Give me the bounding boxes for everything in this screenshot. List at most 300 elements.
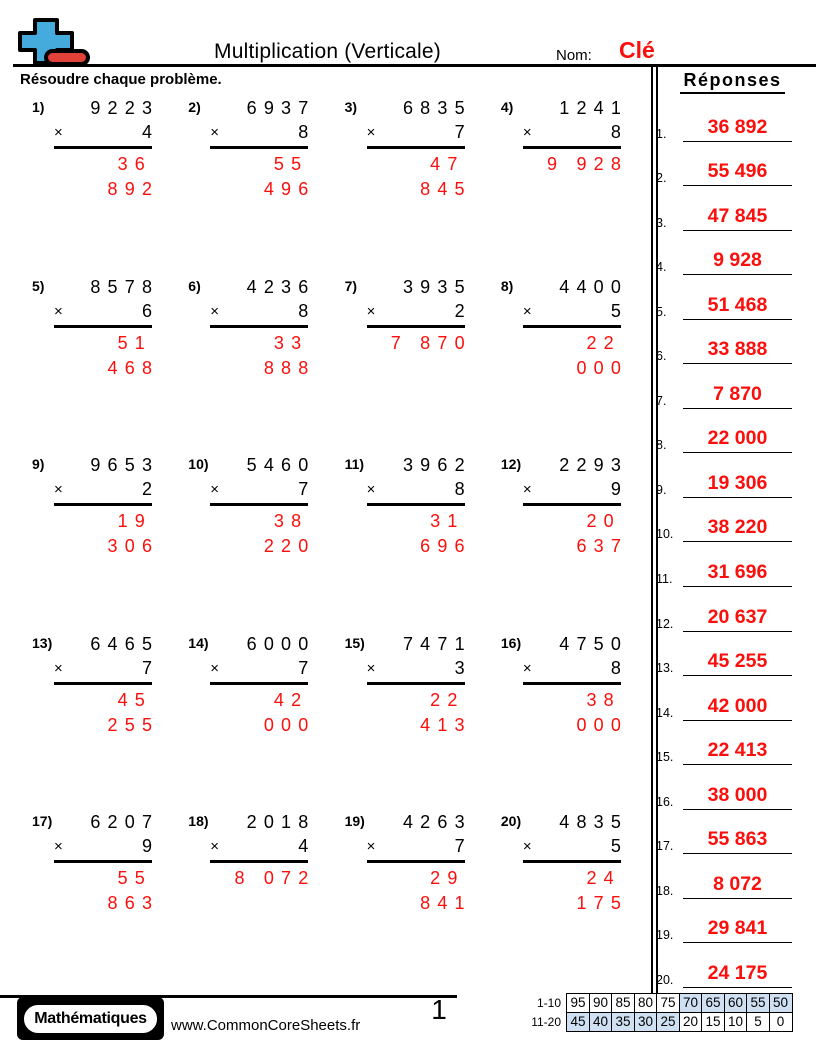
multiplicand-row — [54, 275, 160, 300]
score-cell: 85 — [611, 993, 635, 1013]
multiplier-row — [523, 835, 621, 863]
score-cell: 30 — [634, 1012, 658, 1032]
product-row — [210, 509, 316, 559]
problem-body — [522, 810, 629, 916]
page-number: 1 — [431, 994, 447, 1025]
product: 7 870 — [390, 332, 472, 353]
problem-body — [210, 632, 316, 738]
multiplicand-row — [210, 96, 316, 121]
multiplicand: 9223 — [90, 98, 160, 118]
product: 22 413 — [420, 689, 472, 735]
multiplier: 8 — [610, 657, 621, 678]
problem — [493, 810, 649, 989]
multiplier-row — [54, 835, 152, 863]
product: 8 072 — [234, 868, 316, 888]
multiply-operator-icon: × — [54, 124, 63, 141]
multiplier-row — [523, 657, 621, 685]
multiply-operator-icon: × — [210, 838, 220, 855]
multiply-operator-icon: × — [366, 481, 376, 498]
problem — [24, 453, 180, 632]
answer-item — [655, 859, 810, 904]
multiplier: 2 — [141, 479, 152, 499]
multiplicand-row — [523, 453, 629, 478]
multiply-operator-icon: × — [54, 481, 63, 498]
problem-number: 14) — [188, 634, 209, 651]
multiplier: 5 — [610, 300, 621, 321]
multiplier: 7 — [298, 657, 309, 678]
problem — [493, 96, 649, 275]
score-cells — [566, 993, 793, 1013]
problem — [180, 810, 336, 989]
multiplicand: 6465 — [90, 633, 160, 654]
multiplier-row — [367, 478, 465, 506]
product-row — [367, 331, 472, 356]
problem-number: 8) — [500, 277, 514, 294]
problem-number: 1) — [32, 99, 45, 115]
answer-value: 24 175 — [683, 962, 792, 988]
problem-number: 12) — [500, 456, 522, 472]
problem-body — [522, 453, 629, 559]
answer-value: 22 000 — [683, 427, 792, 453]
problem-body — [54, 810, 160, 916]
product: 19 306 — [107, 511, 160, 556]
answer-value: 29 841 — [683, 917, 792, 943]
multiplicand: 9653 — [90, 455, 160, 475]
product-row — [523, 331, 629, 381]
score-cell: 25 — [656, 1012, 680, 1032]
answer-value: 38 000 — [683, 784, 792, 810]
answer-value: 7 870 — [683, 383, 792, 409]
multiply-operator-icon: × — [210, 124, 220, 141]
multiplicand-row — [367, 810, 472, 835]
answer-item — [655, 770, 810, 815]
multiplicand-row — [523, 96, 629, 121]
problem-number: 2) — [188, 99, 201, 115]
answer-number: 15. — [656, 750, 674, 765]
product-row — [54, 509, 160, 559]
problem-body — [210, 810, 316, 891]
answer-value: 36 892 — [683, 116, 792, 142]
name-value: Clé — [619, 37, 655, 63]
product: 31 696 — [420, 511, 472, 556]
answer-number: 7. — [656, 393, 667, 408]
multiplicand: 2018 — [246, 812, 316, 832]
multiplier-row — [523, 121, 621, 149]
problem — [24, 96, 180, 275]
problem-number: 4) — [500, 99, 514, 115]
score-cell: 65 — [701, 993, 725, 1013]
score-cell: 15 — [701, 1012, 725, 1032]
score-cell: 40 — [589, 1012, 613, 1032]
problem-number: 5) — [32, 277, 45, 294]
answer-number: 3. — [656, 215, 667, 230]
multiply-operator-icon: × — [210, 659, 220, 677]
multiplier-row — [210, 835, 308, 863]
answer-item — [655, 147, 810, 192]
score-cells — [566, 1012, 793, 1032]
score-cell: 0 — [769, 1012, 793, 1032]
score-row — [528, 1012, 793, 1032]
multiply-operator-icon: × — [366, 838, 376, 855]
product: 47 845 — [420, 154, 472, 199]
answer-number: 9. — [656, 482, 667, 497]
answer-number: 13. — [656, 661, 674, 676]
score-cell: 75 — [656, 993, 680, 1013]
answer-number: 6. — [656, 349, 667, 364]
product: 22 000 — [576, 332, 629, 378]
multiply-operator-icon: × — [54, 302, 63, 320]
multiply-operator-icon: × — [210, 481, 220, 498]
problem — [24, 275, 180, 454]
answer-number: 10. — [656, 527, 674, 542]
problems-grid — [24, 96, 649, 989]
score-cell: 45 — [566, 1012, 590, 1032]
product: 24 175 — [576, 868, 629, 913]
answer-item — [655, 369, 810, 414]
problem-body — [54, 96, 160, 202]
multiplier: 3 — [454, 657, 465, 678]
product-row — [210, 688, 316, 738]
multiplicand: 6000 — [246, 633, 316, 654]
problem — [24, 810, 180, 989]
product-row — [367, 866, 472, 916]
answer-number: 5. — [656, 304, 667, 319]
multiplicand: 2293 — [559, 455, 629, 475]
answer-item — [655, 547, 810, 592]
multiply-operator-icon: × — [522, 659, 532, 677]
answers-list — [655, 102, 810, 993]
answer-value: 20 637 — [683, 606, 792, 632]
answer-value: 47 845 — [683, 205, 792, 231]
answer-number: 1. — [656, 126, 667, 141]
multiplicand-row — [523, 810, 629, 835]
problem-number: 15) — [344, 634, 365, 651]
multiply-operator-icon: × — [522, 481, 532, 498]
multiplicand-row — [210, 453, 316, 478]
product: 51 468 — [107, 332, 160, 378]
problem-number: 11) — [344, 456, 365, 472]
product: 38 000 — [576, 689, 629, 735]
problem-body — [522, 632, 629, 738]
multiplicand: 3962 — [402, 455, 472, 475]
problem-body — [522, 96, 629, 177]
problem-body — [210, 453, 316, 559]
product-row — [54, 866, 160, 916]
product-row — [210, 866, 316, 891]
answer-value: 9 928 — [683, 249, 792, 275]
multiply-operator-icon: × — [522, 124, 532, 141]
score-table — [528, 993, 793, 1032]
answer-value: 42 000 — [683, 695, 792, 721]
multiplicand-row — [523, 275, 629, 300]
multiplicand-row — [367, 632, 472, 657]
problem-body — [366, 453, 472, 559]
answer-value: 33 888 — [683, 338, 792, 364]
multiplier: 8 — [298, 300, 309, 321]
answer-number: 19. — [656, 928, 674, 943]
multiplicand: 5460 — [246, 455, 316, 475]
multiplicand-row — [210, 275, 316, 300]
problem — [493, 453, 649, 632]
problem — [337, 810, 493, 989]
product-row — [367, 509, 472, 559]
multiplier-row — [367, 121, 465, 149]
header-divider — [13, 64, 816, 67]
product: 55 496 — [263, 154, 316, 199]
product-row — [367, 152, 472, 202]
multiplier: 8 — [610, 122, 621, 142]
problem — [180, 275, 336, 454]
product: 45 255 — [107, 689, 160, 735]
product: 42 000 — [263, 689, 316, 735]
product-row — [54, 152, 160, 202]
multiply-operator-icon: × — [366, 659, 376, 677]
multiplicand-row — [367, 453, 472, 478]
problem — [337, 96, 493, 275]
product-row — [54, 331, 160, 381]
multiplier-row — [54, 300, 152, 328]
score-cell: 90 — [589, 993, 613, 1013]
multiplicand: 6937 — [246, 98, 316, 118]
multiplier: 8 — [454, 479, 465, 499]
multiplicand-row — [210, 810, 316, 835]
answer-number: 8. — [656, 438, 667, 453]
problem-body — [366, 96, 472, 202]
answer-item — [655, 815, 810, 860]
name-label: Nom: — [556, 47, 592, 64]
multiplier: 7 — [454, 836, 465, 856]
product-row — [523, 866, 629, 916]
answer-item — [655, 458, 810, 503]
problem — [337, 453, 493, 632]
brand-label: Mathématiques — [22, 1003, 159, 1035]
score-cell: 55 — [746, 993, 770, 1013]
multiplier: 7 — [141, 657, 152, 678]
product: 33 888 — [263, 332, 316, 378]
answer-item — [655, 592, 810, 637]
multiply-operator-icon: × — [210, 302, 220, 320]
answer-item — [655, 102, 810, 147]
score-cell: 20 — [679, 1012, 703, 1032]
problem-body — [522, 275, 629, 381]
multiplicand-row — [54, 96, 160, 121]
problem — [493, 632, 649, 811]
product: 20 637 — [576, 511, 629, 556]
problem-body — [366, 810, 472, 916]
problem-number: 19) — [344, 813, 365, 829]
answer-number: 2. — [656, 171, 667, 186]
problem-number: 10) — [188, 456, 209, 472]
problem — [180, 96, 336, 275]
product-row — [210, 331, 316, 381]
score-row — [528, 993, 793, 1013]
answer-item — [655, 414, 810, 459]
score-cell: 10 — [724, 1012, 748, 1032]
multiplier: 4 — [141, 122, 152, 142]
problem-number: 3) — [344, 99, 358, 115]
answer-item — [655, 191, 810, 236]
multiplier: 9 — [610, 479, 621, 499]
score-cell: 80 — [634, 993, 658, 1013]
multiplier-row — [367, 300, 465, 328]
answer-value: 45 255 — [683, 650, 792, 676]
answer-number: 4. — [656, 260, 667, 275]
answer-value: 55 496 — [683, 160, 792, 186]
problem — [493, 275, 649, 454]
score-cell: 5 — [746, 1012, 770, 1032]
multiply-operator-icon: × — [366, 302, 376, 320]
product: 29 841 — [420, 868, 472, 913]
answer-value: 51 468 — [683, 294, 792, 320]
answer-number: 14. — [656, 705, 674, 720]
multiplier-row — [523, 300, 621, 328]
multiplier: 9 — [141, 836, 152, 856]
multiplicand-row — [210, 632, 316, 657]
multiplicand: 6207 — [90, 812, 160, 832]
multiplicand-row — [54, 453, 160, 478]
multiplier-row — [367, 835, 465, 863]
answer-item — [655, 236, 810, 281]
score-cell: 70 — [679, 993, 703, 1013]
multiplier-row — [210, 657, 308, 685]
product-row — [54, 688, 160, 738]
multiplicand: 8578 — [90, 276, 160, 297]
answer-value: 55 863 — [683, 828, 792, 854]
problem-body — [366, 632, 472, 738]
multiplicand-row — [54, 632, 160, 657]
problem-number: 20) — [500, 813, 522, 829]
website-url: www.CommonCoreSheets.fr — [171, 1017, 361, 1034]
answer-number: 20. — [656, 972, 674, 987]
multiplier: 8 — [298, 122, 309, 142]
score-cell: 95 — [566, 993, 590, 1013]
answer-value: 31 696 — [683, 561, 792, 587]
multiplier: 7 — [454, 122, 465, 142]
problem — [180, 453, 336, 632]
multiplier: 7 — [298, 479, 309, 499]
answer-item — [655, 948, 810, 993]
multiplicand: 4835 — [559, 812, 629, 832]
product-row — [210, 152, 316, 202]
multiplicand: 7471 — [402, 633, 472, 654]
multiply-operator-icon: × — [54, 838, 63, 855]
answer-item — [655, 904, 810, 949]
product: 38 220 — [263, 511, 316, 556]
score-range-label: 1-10 — [536, 996, 561, 1010]
answer-value: 19 306 — [683, 472, 792, 498]
multiplicand: 4750 — [559, 633, 629, 654]
multiplicand: 1241 — [559, 98, 629, 118]
multiply-operator-icon: × — [522, 302, 532, 320]
score-cell: 60 — [724, 993, 748, 1013]
multiplicand: 4263 — [402, 812, 472, 832]
multiply-operator-icon: × — [522, 838, 532, 855]
product-row — [523, 688, 629, 738]
multiplicand: 4236 — [246, 276, 316, 297]
product-row — [367, 688, 472, 738]
multiplier: 5 — [610, 836, 621, 856]
multiplier: 4 — [298, 836, 309, 856]
product: 55 863 — [107, 868, 160, 913]
answer-item — [655, 280, 810, 325]
answer-number: 12. — [656, 616, 674, 631]
answer-item — [655, 681, 810, 726]
problem-number: 6) — [188, 277, 201, 294]
score-cell: 35 — [611, 1012, 635, 1032]
problem-body — [210, 96, 316, 202]
multiplicand-row — [367, 275, 472, 300]
problem-number: 16) — [500, 634, 522, 651]
problem — [337, 275, 493, 454]
product: 9 928 — [547, 154, 629, 174]
problem-number: 13) — [32, 634, 53, 651]
answer-value: 38 220 — [683, 516, 792, 542]
multiplier-row — [210, 121, 308, 149]
problem-body — [54, 275, 160, 381]
multiplicand-row — [367, 96, 472, 121]
problem — [24, 632, 180, 811]
answer-item — [655, 726, 810, 771]
multiplier: 6 — [141, 300, 152, 321]
multiplicand: 6835 — [402, 98, 472, 118]
product-row — [523, 509, 629, 559]
multiply-operator-icon: × — [54, 659, 63, 677]
answer-value: 22 413 — [683, 739, 792, 765]
answer-number: 18. — [656, 883, 674, 898]
answer-number: 11. — [656, 572, 673, 587]
problem — [337, 632, 493, 811]
problem — [180, 632, 336, 811]
multiplier: 2 — [454, 300, 465, 321]
multiplicand: 4400 — [559, 276, 629, 297]
multiplier-row — [523, 478, 621, 506]
problem-number: 18) — [188, 813, 209, 829]
page-title: Multiplication (Verticale) — [214, 40, 441, 63]
answers-panel — [655, 70, 810, 993]
problem-number: 17) — [32, 813, 53, 829]
problem-number: 7) — [344, 277, 358, 294]
problem-number: 9) — [32, 456, 45, 472]
product-row — [523, 152, 629, 177]
score-range-label: 11-20 — [531, 1014, 561, 1029]
multiply-operator-icon: × — [366, 124, 376, 141]
answer-number: 17. — [656, 839, 674, 854]
instruction-text: Résoudre chaque problème. — [20, 71, 222, 88]
score-cell: 50 — [769, 993, 793, 1013]
multiplier-row — [210, 478, 308, 506]
product: 36 892 — [107, 154, 160, 199]
problem-body — [54, 632, 160, 738]
problem-body — [210, 275, 316, 381]
answer-item — [655, 325, 810, 370]
multiplier-row — [210, 300, 308, 328]
multiplier-row — [54, 478, 152, 506]
multiplier-row — [54, 657, 152, 685]
multiplier-row — [367, 657, 465, 685]
answer-number: 16. — [656, 794, 674, 809]
answers-header — [655, 70, 810, 94]
problem-body — [366, 275, 472, 356]
multiplicand: 3935 — [402, 276, 472, 297]
multiplier-row — [54, 121, 152, 149]
answer-item — [655, 637, 810, 682]
answer-value: 8 072 — [683, 873, 792, 899]
brand-badge — [17, 997, 164, 1040]
problem-body — [54, 453, 160, 559]
multiplicand-row — [54, 810, 160, 835]
multiplicand-row — [523, 632, 629, 657]
answer-item — [655, 503, 810, 548]
